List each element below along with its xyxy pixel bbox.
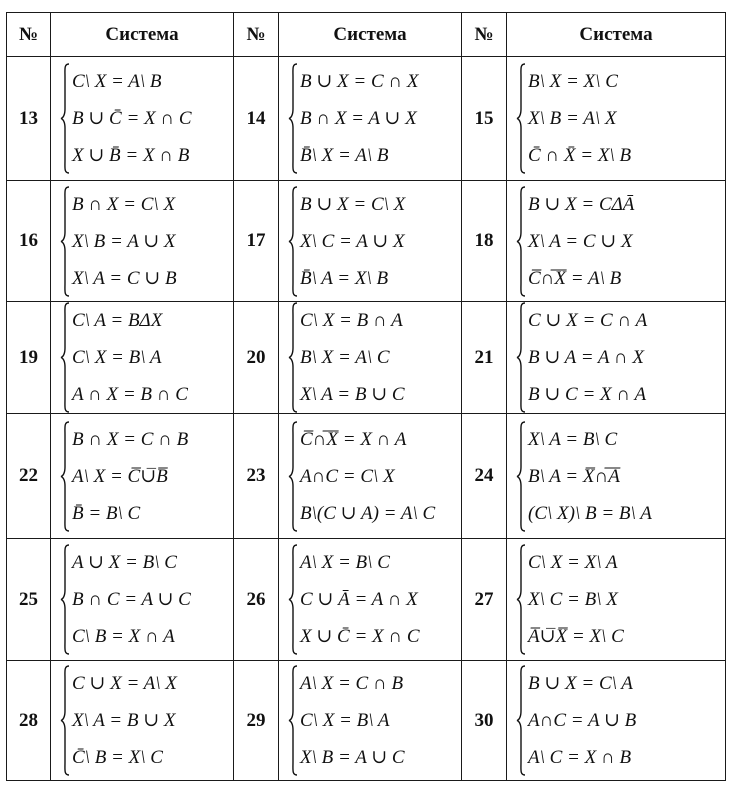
equation: B\ X = A\ C (300, 347, 390, 368)
equations (298, 302, 405, 413)
equation: X ∪ B̄ = X ∩ B (72, 145, 190, 166)
variant-number: 18 (462, 181, 507, 302)
equation: C\ X = A\ B (72, 71, 162, 92)
variant-number: 23 (234, 414, 279, 539)
equation-system (51, 302, 233, 413)
equation: C\ X = X\ A (528, 552, 618, 573)
equation-system-cell (507, 539, 726, 661)
equation: X\ A = C ∪ B (72, 267, 177, 289)
equation: (C\ X)\ B = B\ A (528, 502, 652, 524)
header-system-3: Система (507, 13, 726, 57)
equations (526, 544, 624, 655)
header-number-3: № (462, 13, 507, 57)
equation: C\ A = BΔX (72, 310, 163, 331)
equations (298, 421, 435, 532)
equation: C ∪ X = C ∩ A (528, 310, 648, 331)
equation-system (279, 63, 461, 174)
header-row (7, 13, 726, 57)
equation: B ∪ C̄ = X ∩ C (72, 108, 192, 129)
equations (526, 665, 636, 776)
equation: A\ X = C ∩ B (300, 673, 404, 694)
equation-system-cell (507, 181, 726, 302)
table-row (7, 539, 726, 661)
equations (526, 302, 647, 413)
equation: B ∪ A = A ∩ X (528, 347, 645, 368)
equations (526, 63, 631, 174)
equation: A ∩ X = B ∩ C (72, 384, 188, 405)
equation: B ∪ X = C\ X (300, 193, 406, 215)
left-brace-icon (288, 63, 298, 174)
equation: B ∪ C = X ∩ A (528, 384, 647, 405)
equation-system-cell (507, 57, 726, 181)
table-row (7, 661, 726, 781)
equation-system (507, 665, 725, 776)
equation-system-cell (51, 661, 234, 781)
equation: A\ X = C̅∪̅B̅ (72, 465, 168, 487)
equation: B ∪ X = CΔĀ (528, 193, 635, 215)
table-row (7, 57, 726, 181)
left-brace-icon (516, 63, 526, 174)
equation: X ∪ C̄ = X ∩ C (300, 626, 420, 647)
variant-number: 29 (234, 661, 279, 781)
table-row (7, 181, 726, 302)
equation: B ∩ X = C\ X (72, 193, 176, 215)
equation-system (507, 421, 725, 532)
equation: X\ C = B\ X (528, 589, 618, 610)
header-number-1: № (7, 13, 51, 57)
equation-system (51, 544, 233, 655)
equations (298, 63, 418, 174)
equation: C\ X = B ∩ A (300, 310, 403, 331)
equation-system-cell (279, 414, 462, 539)
variant-number: 30 (462, 661, 507, 781)
equation-system-cell (279, 661, 462, 781)
left-brace-icon (288, 302, 298, 413)
variant-number: 22 (7, 414, 51, 539)
equations (298, 665, 405, 776)
header-number-2: № (234, 13, 279, 57)
equation: X\ B = A\ X (528, 108, 617, 129)
equation: B̄\ A = X\ B (300, 267, 389, 289)
equation: C\ X = B\ A (300, 710, 390, 731)
equation-system (507, 544, 725, 655)
equations (70, 665, 177, 776)
equation: X\ A = B ∪ C (300, 384, 405, 405)
equation-system (279, 544, 461, 655)
equation: C\ X = B\ A (72, 347, 162, 368)
equation: C̄\ B = X\ C (72, 747, 163, 768)
equation: B\ X = X\ C (528, 71, 618, 92)
variant-number: 28 (7, 661, 51, 781)
left-brace-icon (60, 544, 70, 655)
equation-system (279, 186, 461, 297)
equation: C ∪ Ā = A ∩ X (300, 589, 418, 610)
equations (526, 421, 652, 532)
variant-number: 21 (462, 302, 507, 414)
left-brace-icon (60, 665, 70, 776)
equation-system-cell (51, 57, 234, 181)
left-brace-icon (516, 665, 526, 776)
equation-system-cell (51, 181, 234, 302)
equation-system-cell (279, 57, 462, 181)
equation: B ∩ X = C ∩ B (72, 428, 189, 450)
left-brace-icon (516, 421, 526, 532)
equation-system (507, 63, 725, 174)
equation: A\ C = X ∩ B (528, 747, 632, 768)
equation-system-cell (51, 414, 234, 539)
equation-system (507, 186, 725, 297)
equation: C\ B = X ∩ A (72, 626, 175, 647)
left-brace-icon (60, 421, 70, 532)
variant-number: 26 (234, 539, 279, 661)
equation: X\ C = A ∪ X (300, 230, 405, 252)
header-system-1: Система (51, 13, 234, 57)
left-brace-icon (288, 544, 298, 655)
equation: C̅∩̅X̅ = A\ B (528, 267, 622, 289)
table-row (7, 414, 726, 539)
variant-number: 13 (7, 57, 51, 181)
equation-system (507, 302, 725, 413)
variant-number: 16 (7, 181, 51, 302)
table-body (7, 57, 726, 781)
systems-table (6, 12, 726, 781)
variant-number: 19 (7, 302, 51, 414)
equation-system (51, 665, 233, 776)
equation: B̄ = B\ C (72, 502, 141, 524)
equation: X\ A = B\ C (528, 428, 618, 450)
equation: A∩C = C\ X (300, 465, 395, 487)
equation: B ∩ C = A ∪ C (72, 589, 191, 610)
left-brace-icon (516, 544, 526, 655)
equation: A ∪ X = B\ C (72, 552, 177, 573)
equations (70, 302, 188, 413)
left-brace-icon (288, 665, 298, 776)
variant-number: 25 (7, 539, 51, 661)
variant-number: 24 (462, 414, 507, 539)
equation-system (279, 665, 461, 776)
header-system-2: Система (279, 13, 462, 57)
equation: B ∩ X = A ∪ X (300, 108, 417, 129)
equations (70, 186, 177, 297)
equation-system (279, 421, 461, 532)
equation: A∩C = A ∪ B (528, 710, 637, 731)
left-brace-icon (288, 186, 298, 297)
equations (298, 544, 420, 655)
equations (298, 186, 405, 297)
equation: B ∪ X = C ∩ X (300, 71, 419, 92)
equation-system-cell (51, 539, 234, 661)
equations (526, 186, 634, 297)
left-brace-icon (516, 186, 526, 297)
left-brace-icon (60, 63, 70, 174)
equation: A\ X = B\ C (300, 552, 390, 573)
equation-system-cell (507, 661, 726, 781)
variant-number: 14 (234, 57, 279, 181)
equation: X\ A = C ∪ X (528, 230, 633, 252)
equation-system-cell (279, 302, 462, 414)
left-brace-icon (60, 302, 70, 413)
equation-system (51, 186, 233, 297)
equation: B\ A = X̅∩̅A̅ (528, 465, 620, 487)
table-header (7, 13, 726, 57)
equation: X\ B = A ∪ X (72, 230, 176, 252)
equation-system (51, 63, 233, 174)
left-brace-icon (288, 421, 298, 532)
equations (70, 544, 191, 655)
equation-system-cell (507, 302, 726, 414)
equation: C̄ ∩ X̄ = X\ B (528, 145, 632, 166)
equations (70, 63, 192, 174)
equation-system-cell (51, 302, 234, 414)
equation: X\ B = A ∪ C (300, 747, 405, 768)
equation: A̅∪̅X̅ = X\ C (528, 626, 624, 647)
equation: B ∪ X = C\ A (528, 673, 633, 694)
equation-system-cell (507, 414, 726, 539)
variant-number: 27 (462, 539, 507, 661)
equation: C̅∩̅X̅ = X ∩ A (300, 428, 407, 450)
equation-system (51, 421, 233, 532)
equation: B̄\ X = A\ B (300, 145, 389, 166)
equation: B\(C ∪ A) = A\ C (300, 502, 436, 524)
equation: X\ A = B ∪ X (72, 710, 176, 731)
variant-number: 15 (462, 57, 507, 181)
equation-system (279, 302, 461, 413)
table-row (7, 302, 726, 414)
equation: C ∪ X = A\ X (72, 673, 177, 694)
left-brace-icon (516, 302, 526, 413)
variant-number: 20 (234, 302, 279, 414)
equations (70, 421, 188, 532)
variant-number: 17 (234, 181, 279, 302)
equation-system-cell (279, 181, 462, 302)
equation-system-cell (279, 539, 462, 661)
left-brace-icon (60, 186, 70, 297)
